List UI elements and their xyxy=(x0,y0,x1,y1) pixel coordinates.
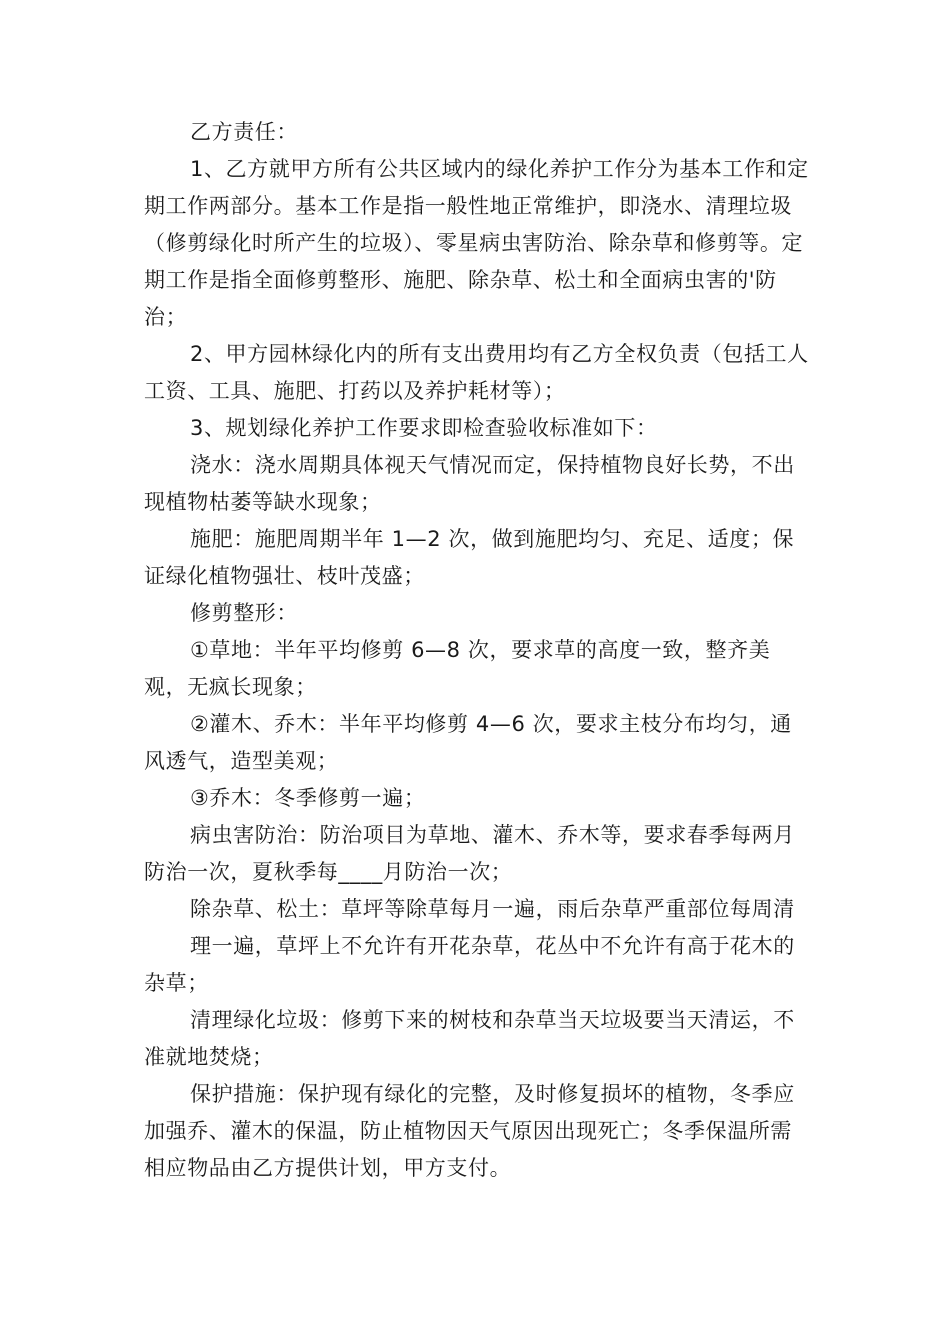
clause-1-scope-of-work: 1、乙方就甲方所有公共区域内的绿化养护工作分为基本工作和定期工作两部分。基本工作是指一般性地正常维护，即浇水、清理垃圾（修剪绿化时所产生的垃圾）、零星病虫害防治、除杂草和修剪等。定期工作是指全面修剪整形、施肥、除杂草、松土和全面病虫害的'防治； xyxy=(144,157,809,329)
standard-weeding: 除杂草、松土：草坪等除草每月一遍，雨后杂草严重部位每周清 xyxy=(190,897,795,921)
standard-protection-measures: 保护措施：保护现有绿化的完整，及时修复损坏的植物，冬季应加强乔、灌木的保温，防止植物因天气原因出现死亡；冬季保温所需相应物品由乙方提供计划，甲方支付。 xyxy=(144,1082,795,1180)
standard-pruning-heading: 修剪整形： xyxy=(190,601,298,625)
document-body xyxy=(144,114,812,1187)
standard-pruning-trees: ③乔木：冬季修剪一遍； xyxy=(190,786,426,810)
standard-waste-cleanup: 清理绿化垃圾：修剪下来的树枝和杂草当天垃圾要当天清运，不准就地焚烧； xyxy=(144,1008,795,1069)
standard-pest-control: 病虫害防治：防治项目为草地、灌木、乔木等，要求春季每两月防治一次，夏秋季每____月防治一次； xyxy=(144,823,795,884)
standard-pruning-shrubs: ②灌木、乔木：半年平均修剪 4—6 次，要求主枝分布均匀，通风透气，造型美观； xyxy=(144,712,792,773)
standard-pruning-grass: ①草地：半年平均修剪 6—8 次，要求草的高度一致，整齐美观，无疯长现象； xyxy=(144,638,771,699)
standard-weeding-continued: 理一遍，草坪上不允许有开花杂草，花丛中不允许有高于花木的杂草； xyxy=(144,934,795,995)
section-heading-party-b-responsibilities: 乙方责任： xyxy=(190,120,298,144)
clause-2-expenses: 2、甲方园林绿化内的所有支出费用均有乙方全权负责（包括工人工资、工具、施肥、打药以及养护耗材等）； xyxy=(144,342,809,403)
standard-fertilizing: 施肥：施肥周期半年 1—2 次，做到施肥均匀、充足、适度；保证绿化植物强壮、枝叶茂盛； xyxy=(144,527,795,588)
clause-3-acceptance-standards: 3、规划绿化养护工作要求即检查验收标准如下： xyxy=(190,416,658,440)
standard-watering: 浇水：浇水周期具体视天气情况而定，保持植物良好长势，不出现植物枯萎等缺水现象； xyxy=(144,453,795,514)
